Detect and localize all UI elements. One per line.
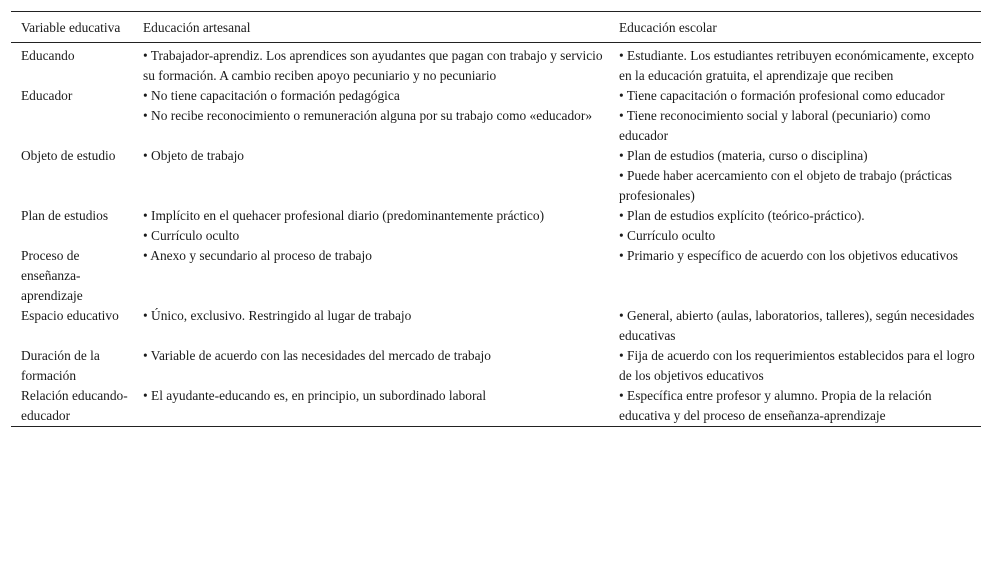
cell-artesanal [133, 206, 609, 246]
header-escolar: Educación escolar [609, 12, 981, 43]
table-row [11, 43, 981, 87]
comparison-table [11, 11, 981, 427]
cell-escolar [609, 386, 981, 427]
bullet-item: • Currículo oculto [143, 228, 240, 243]
bullet-item: • No recibe reconocimiento o remuneración alguna por su trabajo como «educador» [143, 108, 593, 123]
cell-escolar [609, 246, 981, 306]
cell-variable: Proceso de enseñanza-aprendizaje [21, 248, 83, 303]
bullet-item: • Específica entre profesor y alumno. Propia de la relación educativa y del proceso de enseñanza-aprendizaje [619, 388, 932, 423]
bullet-item: • Único, exclusivo. Restringido al lugar de trabajo [143, 308, 412, 323]
bullet-item: • Fija de acuerdo con los requerimientos establecidos para el logro de los objetivos educativos [619, 348, 975, 383]
cell-variable: Espacio educativo [21, 308, 119, 323]
bullet-item: • Trabajador-aprendiz. Los aprendices son ayudantes que pagan con trabajo y servicio su formación. A cambio reciben apoyo pecuniario y no pecuniario [143, 48, 603, 83]
header-variable: Variable educativa [11, 12, 133, 43]
bullet-item: • Tiene reconocimiento social y laboral (pecuniario) como educador [619, 108, 931, 143]
table-row [11, 306, 981, 346]
cell-escolar [609, 43, 981, 87]
cell-artesanal [133, 43, 609, 87]
cell-variable: Duración de la formación [21, 348, 100, 383]
cell-artesanal [133, 246, 609, 306]
cell-variable: Educador [21, 88, 73, 103]
cell-artesanal [133, 306, 609, 346]
table-row [11, 86, 981, 146]
table-header-row [11, 12, 981, 43]
table-row [11, 346, 981, 386]
bullet-item: • Currículo oculto [619, 228, 716, 243]
cell-escolar [609, 146, 981, 206]
cell-variable: Objeto de estudio [21, 148, 116, 163]
table-row [11, 246, 981, 306]
table-row [11, 386, 981, 427]
table-row [11, 146, 981, 206]
cell-artesanal [133, 146, 609, 206]
bullet-item: • Primario y específico de acuerdo con los objetivos educativos [619, 248, 958, 263]
bullet-item: • Tiene capacitación o formación profesional como educador [619, 88, 945, 103]
cell-artesanal [133, 86, 609, 146]
cell-variable: Plan de estudios [21, 208, 109, 223]
cell-artesanal [133, 386, 609, 427]
cell-variable: Educando [21, 48, 75, 63]
cell-escolar [609, 346, 981, 386]
bullet-item: • Puede haber acercamiento con el objeto de trabajo (prácticas profesionales) [619, 168, 952, 203]
bullet-item: • Plan de estudios explícito (teórico-práctico). [619, 208, 865, 223]
bullet-item: • Implícito en el quehacer profesional diario (predominantemente práctico) [143, 208, 545, 223]
comparison-table-container [11, 11, 981, 427]
table-row [11, 206, 981, 246]
cell-escolar [609, 86, 981, 146]
bullet-item: • Variable de acuerdo con las necesidades del mercado de trabajo [143, 348, 491, 363]
bullet-item: • General, abierto (aulas, laboratorios, talleres), según necesidades educativas [619, 308, 975, 343]
cell-escolar [609, 306, 981, 346]
bullet-item: • El ayudante-educando es, en principio, un subordinado laboral [143, 388, 487, 403]
bullet-item: • No tiene capacitación o formación pedagógica [143, 88, 400, 103]
cell-variable: Relación educando-educador [11, 386, 133, 427]
bullet-item: • Estudiante. Los estudiantes retribuyen económicamente, excepto en la educación gratuita, el aprendizaje que reciben [619, 48, 974, 83]
cell-artesanal [133, 346, 609, 386]
cell-escolar [609, 206, 981, 246]
bullet-item: • Anexo y secundario al proceso de trabajo [143, 248, 372, 263]
bullet-item: • Objeto de trabajo [143, 148, 244, 163]
bullet-item: • Plan de estudios (materia, curso o disciplina) [619, 148, 868, 163]
header-artesanal: Educación artesanal [133, 12, 609, 43]
